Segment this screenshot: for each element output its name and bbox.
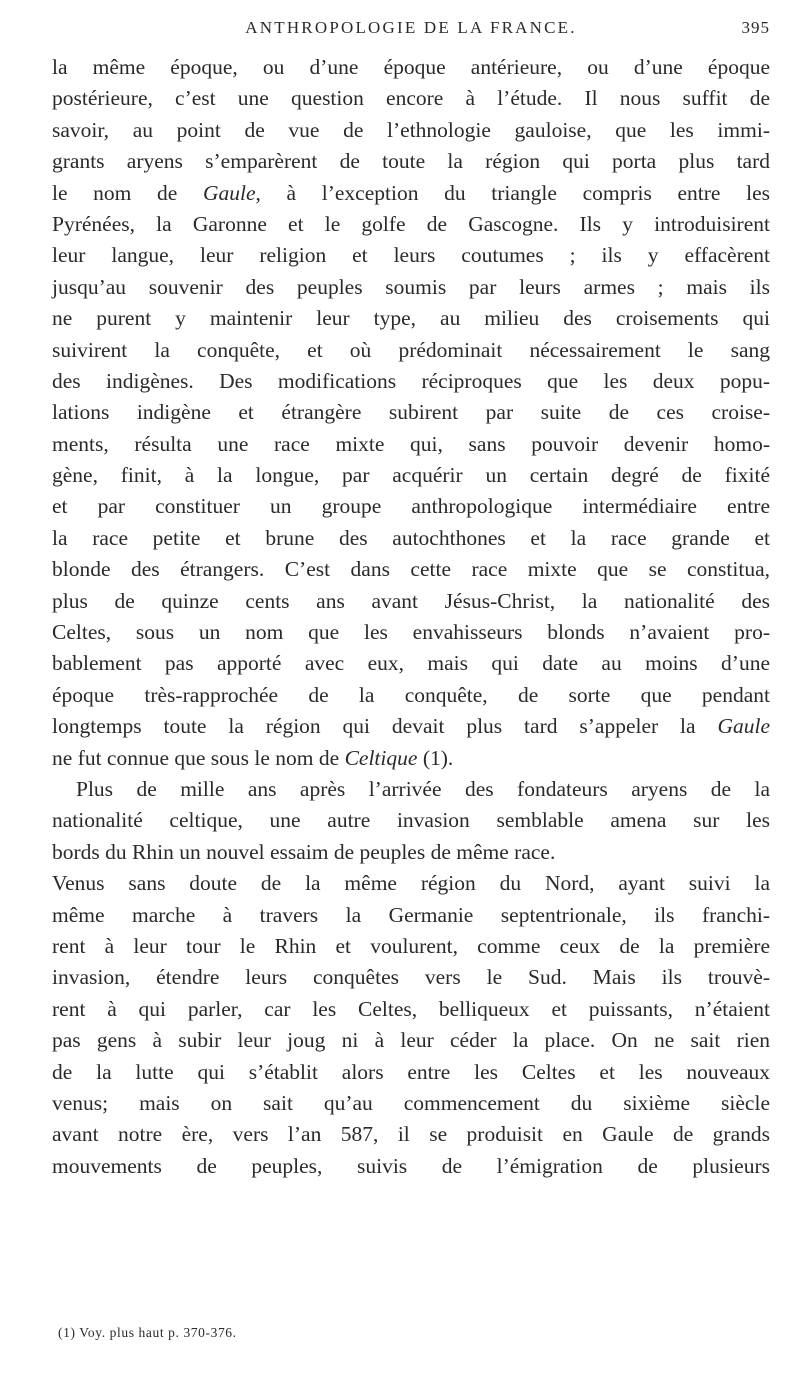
text-line: la même époque, ou d’une époque antérieure, ou d’une époque: [52, 55, 770, 79]
text-line: postérieure, c’est une question encore à l’étude. Il nous suffit de: [52, 86, 770, 111]
text-line: jusqu’au souvenir des peuples soumis par leurs armes ; mais ils: [52, 274, 770, 299]
page-number: 395: [741, 18, 770, 37]
text-segment: le nom de: [52, 180, 203, 205]
text-line: de la lutte qui s’établit alors entre les Celtes et les nouveaux: [52, 1059, 770, 1084]
text-line: lations indigène et étrangère subirent par suite de ces croise-: [52, 400, 770, 425]
text-line: bablement pas apporté avec eux, mais qui date au moins d’une: [52, 651, 770, 676]
text-line: [52, 711, 770, 742]
text-line: ments, résulta une race mixte qui, sans pouvoir devenir homo-: [52, 431, 770, 456]
text-line: savoir, au point de vue de l’ethnologie gauloise, que les immi-: [52, 117, 770, 142]
text-line: leur langue, leur religion et leurs coutumes ; ils y effacèrent: [52, 243, 770, 268]
text-line: suivirent la conquête, et où prédominait nécessairement le sang: [52, 337, 770, 362]
text-line: époque très-rapprochée de la conquête, de sorte que pendant: [52, 682, 770, 707]
text-line: ne purent y maintenir leur type, au milieu des croisements qui: [52, 306, 770, 331]
text-line: nationalité celtique, une autre invasion semblable amena sur les: [52, 808, 770, 833]
footnote-ref: (1).: [417, 745, 454, 770]
text-line: Pyrénées, la Garonne et le golfe de Gascogne. Ils y introduisirent: [52, 211, 770, 236]
footnote: (1) Voy. plus haut p. 370-376.: [58, 1325, 237, 1340]
text-line: rent à leur tour le Rhin et voulurent, comme ceux de la première: [52, 933, 770, 958]
italic-term: Gaule: [202, 180, 256, 205]
text-line: mouvements de peuples, suivis de l’émigration de plusieurs: [52, 1153, 770, 1178]
text-line: Venus sans doute de la même région du Nord, ayant suivi la: [52, 871, 770, 896]
text-line: [52, 743, 770, 774]
text-line: pas gens à subir leur joug ni à leur céder la place. On ne sait rien: [52, 1028, 770, 1053]
italic-term: Gaule: [717, 714, 770, 739]
text-line: bords du Rhin un nouvel essaim de peuples de même race.: [52, 839, 556, 864]
italic-term: Celtique: [344, 745, 418, 770]
text-segment: longtemps toute la région qui devait plus tard s’appeler la: [52, 714, 718, 739]
text-line: blonde des étrangers. C’est dans cette race mixte que se constitua,: [52, 557, 770, 582]
running-title: ANTHROPOLOGIE DE LA FRANCE.: [245, 18, 577, 37]
text-line: grants aryens s’emparèrent de toute la région qui porta plus tard: [52, 149, 770, 174]
text-line: [52, 178, 770, 209]
text-line: des indigènes. Des modifications réciproques que les deux popu-: [52, 368, 770, 393]
text-line: venus; mais on sait qu’au commencement du sixième siècle: [52, 1090, 770, 1115]
body-text: [52, 52, 770, 1182]
text-line: plus de quinze cents ans avant Jésus-Christ, la nationalité des: [52, 588, 770, 613]
text-line: invasion, étendre leurs conquêtes vers le Sud. Mais ils trouvè-: [52, 965, 770, 990]
text-line: Celtes, sous un nom que les envahisseurs blonds n’avaient pro-: [52, 620, 770, 645]
text-line: la race petite et brune des autochthones et la race grande et: [52, 525, 770, 550]
text-line: et par constituer un groupe anthropologique intermédiaire entre: [52, 494, 770, 519]
text-line: même marche à travers la Germanie septentrionale, ils franchi-: [52, 902, 770, 927]
text-line: rent à qui parler, car les Celtes, belliqueux et puissants, n’étaient: [52, 996, 770, 1021]
text-line: gène, finit, à la longue, par acquérir un certain degré de fixité: [52, 463, 770, 488]
running-header: [52, 14, 770, 44]
text-segment: ne fut connue que sous le nom de: [52, 745, 345, 770]
text-line: Plus de mille ans après l’arrivée des fondateurs aryens de la: [76, 776, 770, 801]
text-segment: , à l’exception du triangle compris entre les: [255, 180, 770, 205]
text-line: avant notre ère, vers l’an 587, il se produisit en Gaule de grands: [52, 1122, 770, 1147]
